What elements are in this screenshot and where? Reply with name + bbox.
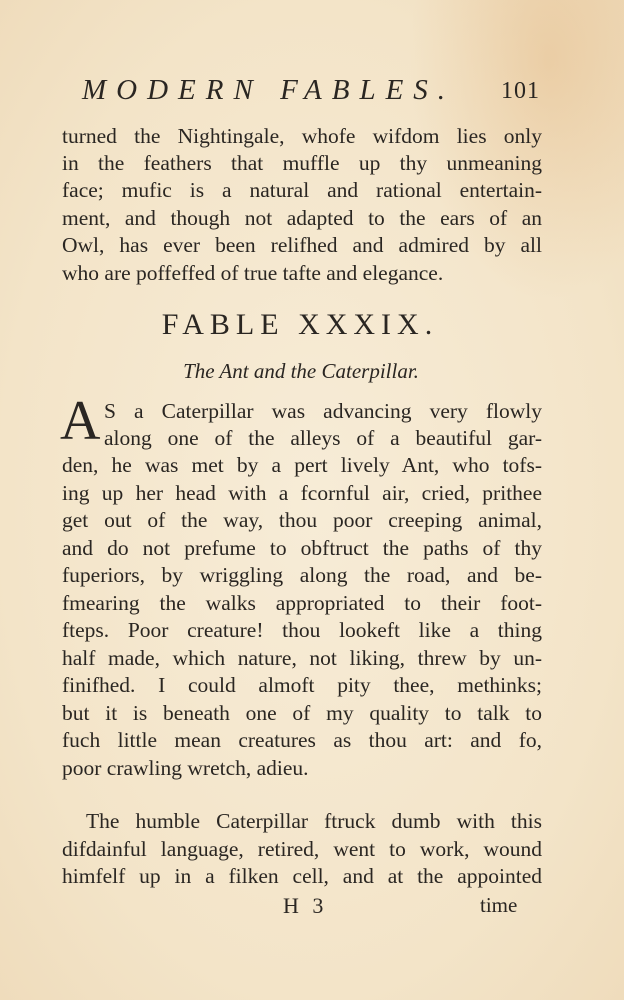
text-line: half made, which nature, not liking, threw by un-	[62, 646, 542, 670]
text-line: who are poffeffed of true tafte and elegance.	[62, 261, 444, 285]
text-line: S a Caterpillar was advancing very flowly	[104, 399, 542, 423]
text-line: poor crawling wretch, adieu.	[62, 756, 309, 780]
text-line: get out of the way, thou poor creeping animal,	[62, 508, 542, 532]
text-line: ing up her head with a fcornful air, cried, prithee	[62, 481, 542, 505]
text-line: face; mufic is a natural and rational entertain-	[62, 178, 542, 202]
text-line: fmearing the walks appropriated to their foot-	[62, 591, 542, 615]
text-line: ment, and though not adapted to the ears of an	[62, 206, 542, 230]
text-line: den, he was met by a pert lively Ant, who tofs-	[62, 453, 542, 477]
text-line: fuperiors, by wriggling along the road, and be-	[62, 563, 542, 587]
text-line: The humble Caterpillar ftruck dumb with this	[86, 809, 542, 833]
text-line: and do not prefume to obftruct the paths of thy	[62, 536, 542, 560]
signature-mark: H 3	[283, 893, 328, 918]
fable-title: FABLE XXXIX.	[161, 308, 439, 341]
text-line: finifhed. I could almoft pity thee, methinks;	[62, 673, 542, 697]
text-line: turned the Nightingale, whofe wifdom lies only	[62, 124, 542, 148]
text-line: fteps. Poor creature! thou lookeft like a thing	[62, 618, 542, 642]
text-line: difdainful language, retired, went to work, wound	[62, 837, 542, 861]
running-title: MODERN FABLES.	[82, 74, 456, 106]
text-line: himfelf up in a filken cell, and at the appointed	[62, 864, 542, 888]
text-line: Owl, has ever been relifhed and admired by all	[62, 233, 542, 257]
fable-subtitle: The Ant and the Caterpillar.	[183, 359, 419, 383]
text-line: fuch little mean creatures as thou art: and fo,	[62, 728, 542, 752]
drop-cap: A	[60, 390, 101, 452]
catchword: time	[480, 893, 518, 917]
text-line: in the feathers that muffle up thy unmeaning	[62, 151, 542, 175]
page-number: 101	[501, 78, 540, 104]
page-header	[82, 74, 542, 114]
text-line: along one of the alleys of a beautiful gar-	[104, 426, 542, 450]
text-line: but it is beneath one of my quality to talk to	[62, 701, 542, 725]
